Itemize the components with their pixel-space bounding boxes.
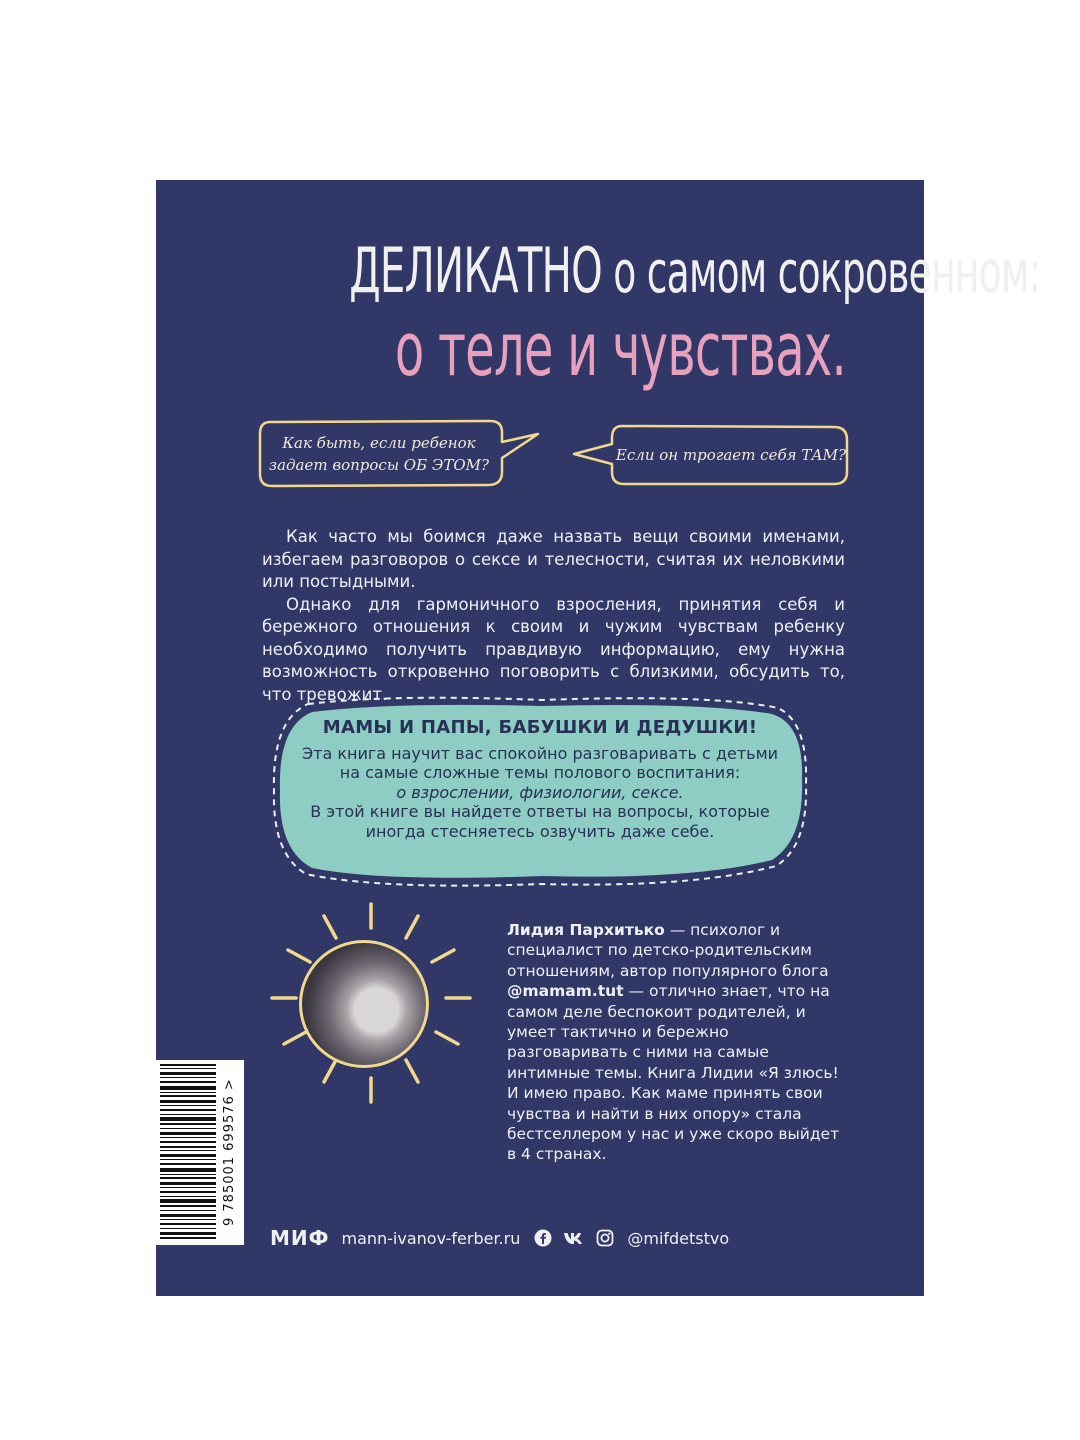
headline-caps: ДЕЛИКАТНО: [349, 234, 603, 307]
footer: [270, 1224, 729, 1252]
author-name: Лидия Пархитько: [507, 921, 665, 939]
instagram-icon: [594, 1227, 616, 1249]
speech-bubble-left-line-1: Как быть, если ребенок: [282, 434, 476, 452]
headline: [156, 234, 1041, 393]
book-back-cover: [156, 180, 1041, 1296]
publisher-logo: МИФ: [270, 1226, 330, 1250]
mint-callout-title: МАМЫ И ПАПЫ, БАБУШКИ И ДЕДУШКИ!: [322, 717, 758, 738]
mint-line-4: В этой книге вы найдете ответы на вопросы, которые: [310, 802, 770, 821]
mint-line-1: Эта книга научит вас спокойно разговаривать с детьми: [301, 743, 779, 763]
barcode-icon: [156, 1060, 220, 1245]
isbn-barcode: [156, 1060, 244, 1245]
speech-bubble-right: [570, 422, 852, 488]
vk-icon: [563, 1227, 585, 1249]
headline-line-1: [349, 234, 1041, 307]
intro-paragraph-1: Как часто мы боимся даже назвать вещи своими именами, избегаем разговоров о сексе и телесности, считая их неловкими или постыдными.: [262, 527, 845, 591]
author-bio-text-1: — психолог и специалист по детско-родительским отношениям, автор популярного блога: [507, 921, 829, 980]
publisher-url: mann-ivanov-ferber.ru: [341, 1228, 521, 1248]
speech-bubble-left: [256, 418, 546, 490]
facebook-icon: [532, 1227, 554, 1249]
isbn-number: 9 785001 699576 >: [222, 1078, 237, 1226]
headline-line-2: о теле и чувствах.: [394, 307, 846, 393]
speech-bubble-left-line-2: задает вопросы ОБ ЭТОМ?: [268, 456, 490, 474]
author-blog: @mamam.tut: [507, 982, 624, 1001]
social-handle: @mifdetstvo: [627, 1228, 730, 1248]
headline-rest: о самом сокровенном:: [602, 238, 1041, 306]
author-bio-text-2: — отлично знает, что на самом деле беспокоит родителей, и умеет тактично и бережно разговаривать с ними на самые интимные темы. Книга Лидии «Я злюсь! И имею право. Как маме принять свои чувства и найти в них опору» стала бестселлером у нас и уже скоро выйдет в 4 странах.: [507, 982, 840, 1164]
author-bio: [507, 920, 847, 1165]
intro-text: [262, 526, 845, 706]
mint-line-5: иногда стесняетесь озвучить даже себе.: [365, 821, 715, 841]
speech-bubble-right-text: Если он трогает себя ТАМ?: [615, 446, 847, 464]
author-portrait: [299, 940, 429, 1068]
mint-line-3: о взрослении, физиологии, сексе.: [396, 782, 684, 802]
mint-line-2: на самые сложные темы полового воспитания:: [339, 763, 741, 782]
intro-paragraph-2: Однако для гармоничного взросления, принятия себя и бережного отношения к своим и чужим чувствам ребенку необходимо получить правдивую информацию, ему нужна возможность откровенно поговорить с близкими, обсудить то, что тревожит.: [262, 594, 845, 704]
mint-callout: [272, 700, 808, 886]
